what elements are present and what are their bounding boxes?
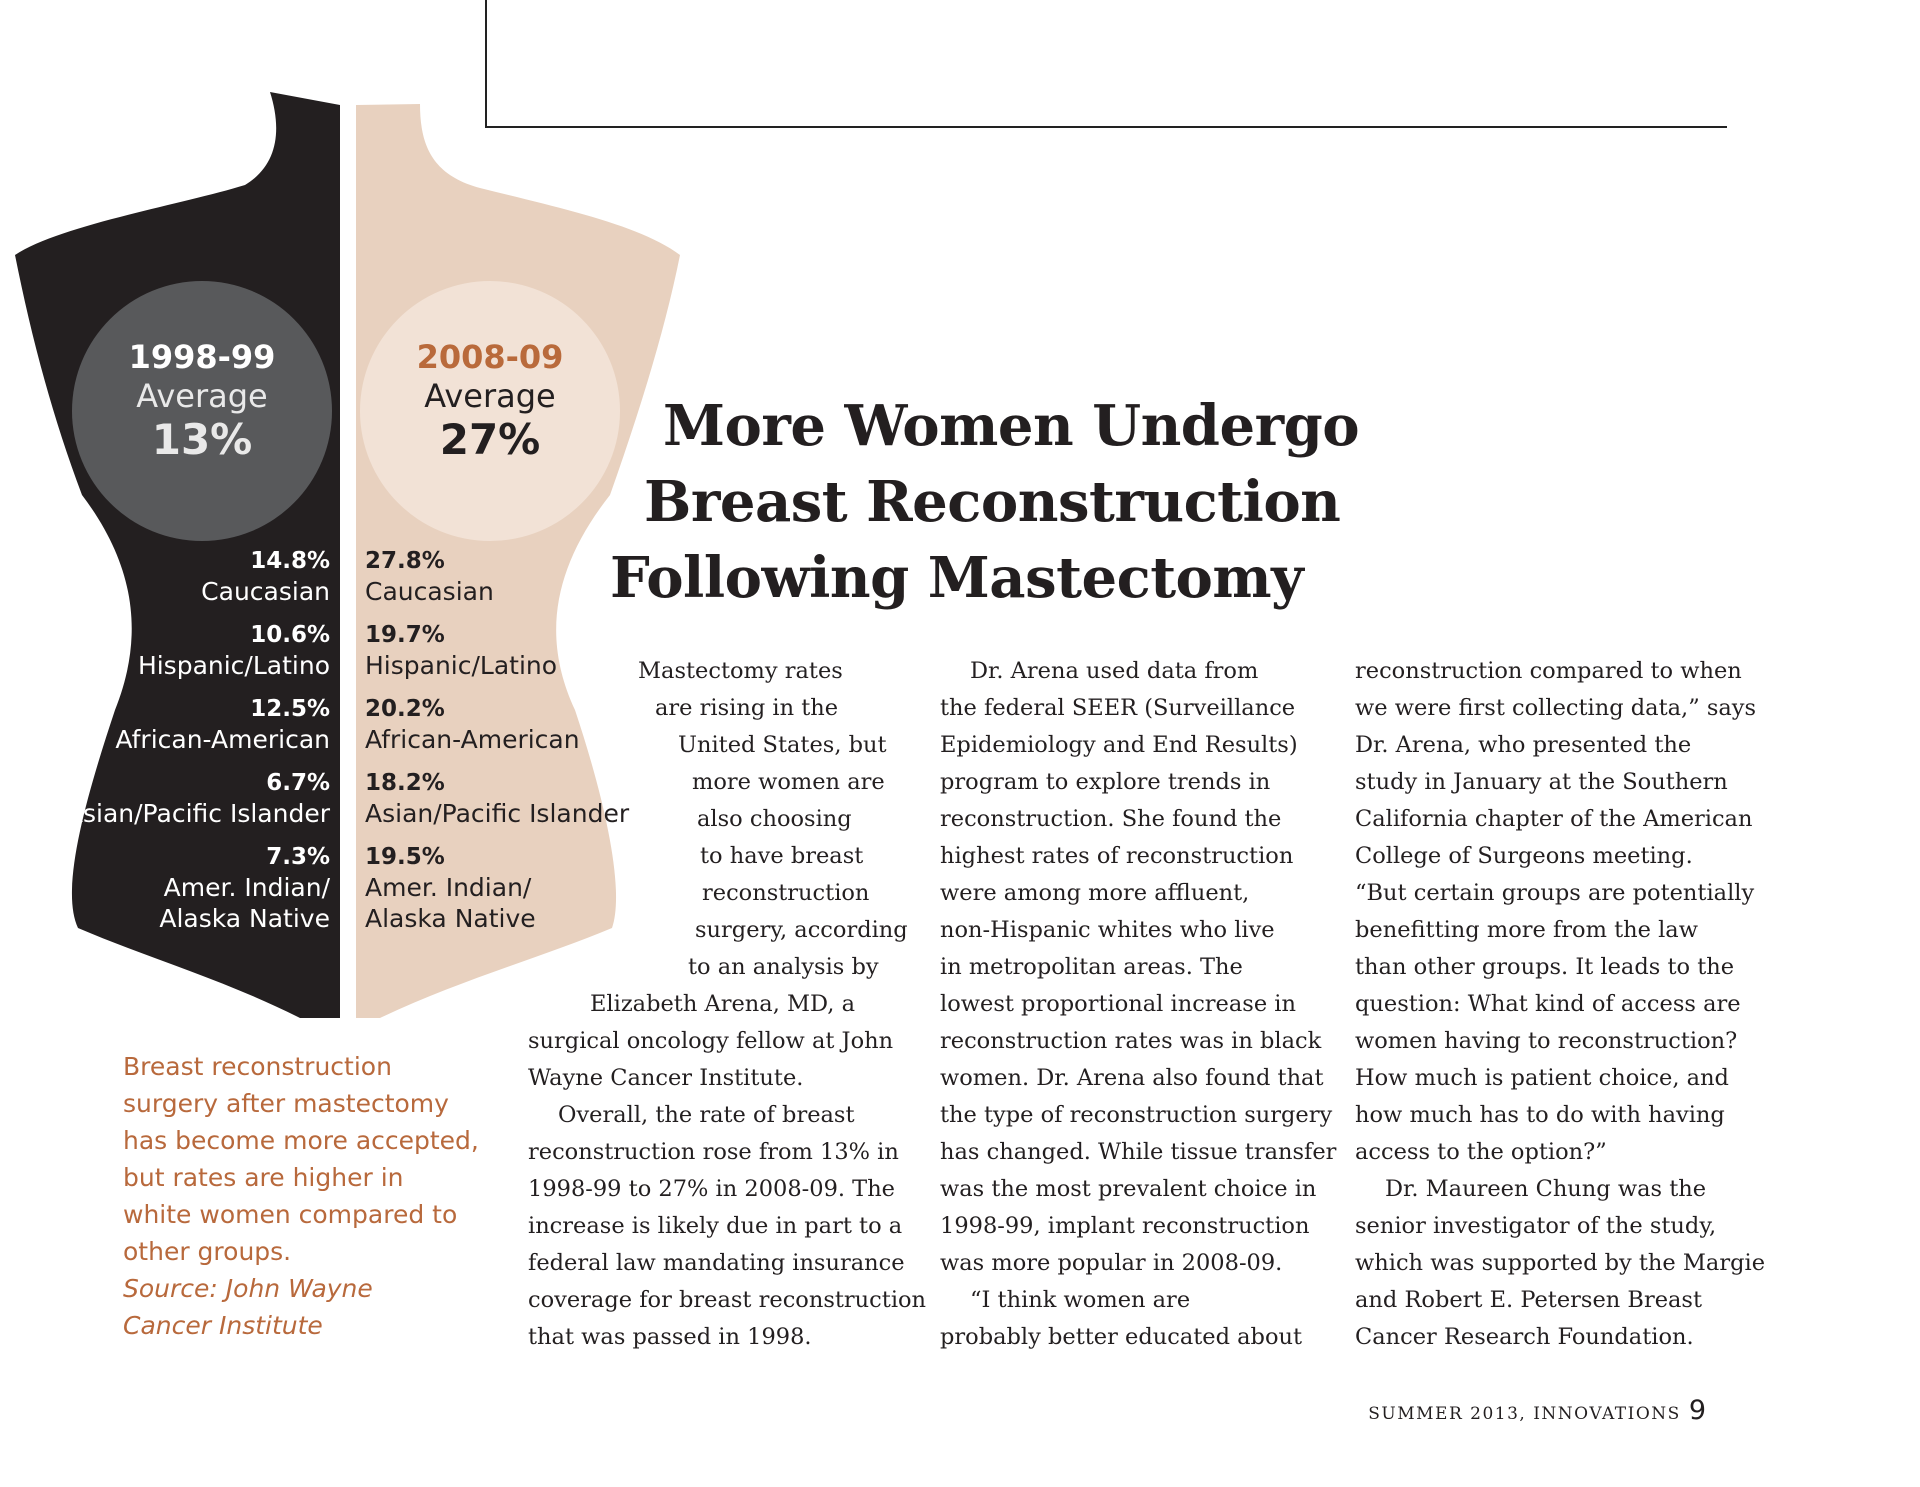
body-line: lowest proportional increase in [940,991,1296,1017]
body-line: United States, but [678,732,887,758]
running-head: SUMMER 2013, INNOVATIONS [1368,1404,1681,1424]
body-line: surgical oncology fellow at John [528,1028,894,1054]
body-line: federal law mandating insurance [528,1250,905,1276]
period-year-right: 2008-09 [416,338,564,376]
body-line: were among more affluent, [940,880,1250,906]
stat-group: Hispanic/Latino [137,651,330,680]
body-line: highest rates of reconstruction [940,843,1294,869]
stat-percent: 19.5% [365,844,445,870]
stat-group: Asian/Pacific Islander [65,799,330,828]
stat-percent: 12.5% [250,696,330,722]
stat-row [40,547,330,621]
stat-group: African-American [115,725,330,754]
stat-group: Hispanic/Latino [365,651,558,680]
stat-percent: 14.8% [250,548,330,574]
body-line: the type of reconstruction surgery [940,1102,1333,1128]
stat-group: Alaska Native [365,904,536,933]
headline-line: Following Mastectomy [610,545,1304,611]
stat-group: African-American [365,725,580,754]
stat-percent: 6.7% [266,770,330,796]
stat-group: Asian/Pacific Islander [365,799,630,828]
body-line: reconstruction compared to when [1355,658,1742,684]
caption-line: surgery after mastectomy [123,1089,449,1118]
body-line: California chapter of the American [1355,806,1753,832]
body-line: Dr. Maureen Chung was the [1385,1176,1707,1202]
body-line: “I think women are [970,1287,1191,1313]
body-line: Cancer Research Foundation. [1355,1324,1694,1350]
body-line: which was supported by the Margie [1355,1250,1766,1276]
period-year-left: 1998-99 [128,338,276,376]
caption-source-line: Source: John Wayne [123,1274,373,1303]
body-line: how much has to do with having [1355,1102,1725,1128]
body-line: reconstruction. She found the [940,806,1282,832]
body-line: than other groups. It leads to the [1355,954,1735,980]
period-percent-left: 13% [151,415,253,464]
period-label-left: Average [136,377,268,415]
article-column-1 [0,653,926,1356]
body-line: that was passed in 1998. [528,1324,812,1350]
body-line: reconstruction rose from 13% in [528,1139,899,1165]
body-line: Dr. Arena used data from [970,658,1259,684]
body-line: and Robert E. Petersen Breast [1355,1287,1703,1313]
body-line: Epidemiology and End Results) [940,732,1298,758]
body-line: was more popular in 2008-09. [940,1250,1283,1276]
page-number: 9 [1688,1395,1706,1426]
body-line: probably better educated about [940,1324,1303,1350]
caption-line: Breast reconstruction [123,1052,392,1081]
caption-line: other groups. [123,1237,292,1266]
period-label-right: Average [424,377,556,415]
body-line: coverage for breast reconstruction [528,1287,927,1313]
body-line: to have breast [700,843,864,869]
body-line: surgery, according [695,917,908,943]
stat-group: Alaska Native [159,904,330,933]
stat-group: Caucasian [365,577,494,606]
body-line: women. Dr. Arena also found that [940,1065,1324,1091]
body-line: “But certain groups are potentially [1355,880,1755,906]
body-line: College of Surgeons meeting. [1355,843,1693,869]
article-headline [560,388,1360,616]
body-line: was the most prevalent choice in [940,1176,1317,1202]
stat-group: Amer. Indian/ [163,873,330,902]
body-line: 1998-99, implant reconstruction [940,1213,1310,1239]
body-line: increase is likely due in part to a [528,1213,903,1239]
body-line: reconstruction rates was in black [940,1028,1322,1054]
body-line: non-Hispanic whites who live [940,917,1275,943]
headline-line: More Women Undergo [663,393,1360,459]
body-line: in metropolitan areas. The [940,954,1243,980]
article-column-2 [940,653,1336,1356]
body-line: also choosing [697,806,852,832]
body-line: women having to reconstruction? [1355,1028,1738,1054]
body-line: are rising in the [655,695,839,721]
stat-percent: 7.3% [266,844,330,870]
body-line: 1998-99 to 27% in 2008-09. The [528,1176,895,1202]
body-line: access to the option?” [1355,1139,1607,1165]
stat-group: Caucasian [201,577,330,606]
page-folio [1368,1395,1706,1426]
body-line: question: What kind of access are [1355,991,1741,1017]
headline-line: Breast Reconstruction [644,469,1341,535]
body-line: has changed. While tissue transfer [940,1139,1337,1165]
body-line: Overall, the rate of breast [558,1102,855,1128]
body-line: senior investigator of the study, [1355,1213,1717,1239]
body-line: program to explore trends in [940,769,1271,795]
stat-percent: 18.2% [365,770,445,796]
body-line: How much is patient choice, and [1355,1065,1729,1091]
stat-group: Amer. Indian/ [365,873,532,902]
body-line: reconstruction [702,880,870,906]
stat-percent: 10.6% [250,622,330,648]
body-line: the federal SEER (Surveillance [940,695,1296,721]
stat-percent: 27.8% [365,548,445,574]
average-1998-99 [72,337,332,465]
body-line: to an analysis by [688,954,879,980]
caption-line: but rates are higher in [123,1163,404,1192]
caption-line: has become more accepted, [123,1126,479,1155]
caption-source-line: Cancer Institute [123,1311,323,1340]
body-line: Mastectomy rates [638,658,843,684]
body-line: Elizabeth Arena, MD, a [590,991,856,1017]
body-line: we were first collecting data,” says [1355,695,1757,721]
body-line: more women are [692,769,885,795]
body-line: Dr. Arena, who presented the [1355,732,1692,758]
body-line: benefitting more from the law [1355,917,1698,943]
caption-line: white women compared to [123,1200,458,1229]
stat-percent: 20.2% [365,696,445,722]
body-line: Wayne Cancer Institute. [528,1065,804,1091]
period-percent-right: 27% [439,415,541,464]
body-line: study in January at the Southern [1355,769,1728,795]
article-column-3 [1355,653,1765,1356]
stat-percent: 19.7% [365,622,445,648]
